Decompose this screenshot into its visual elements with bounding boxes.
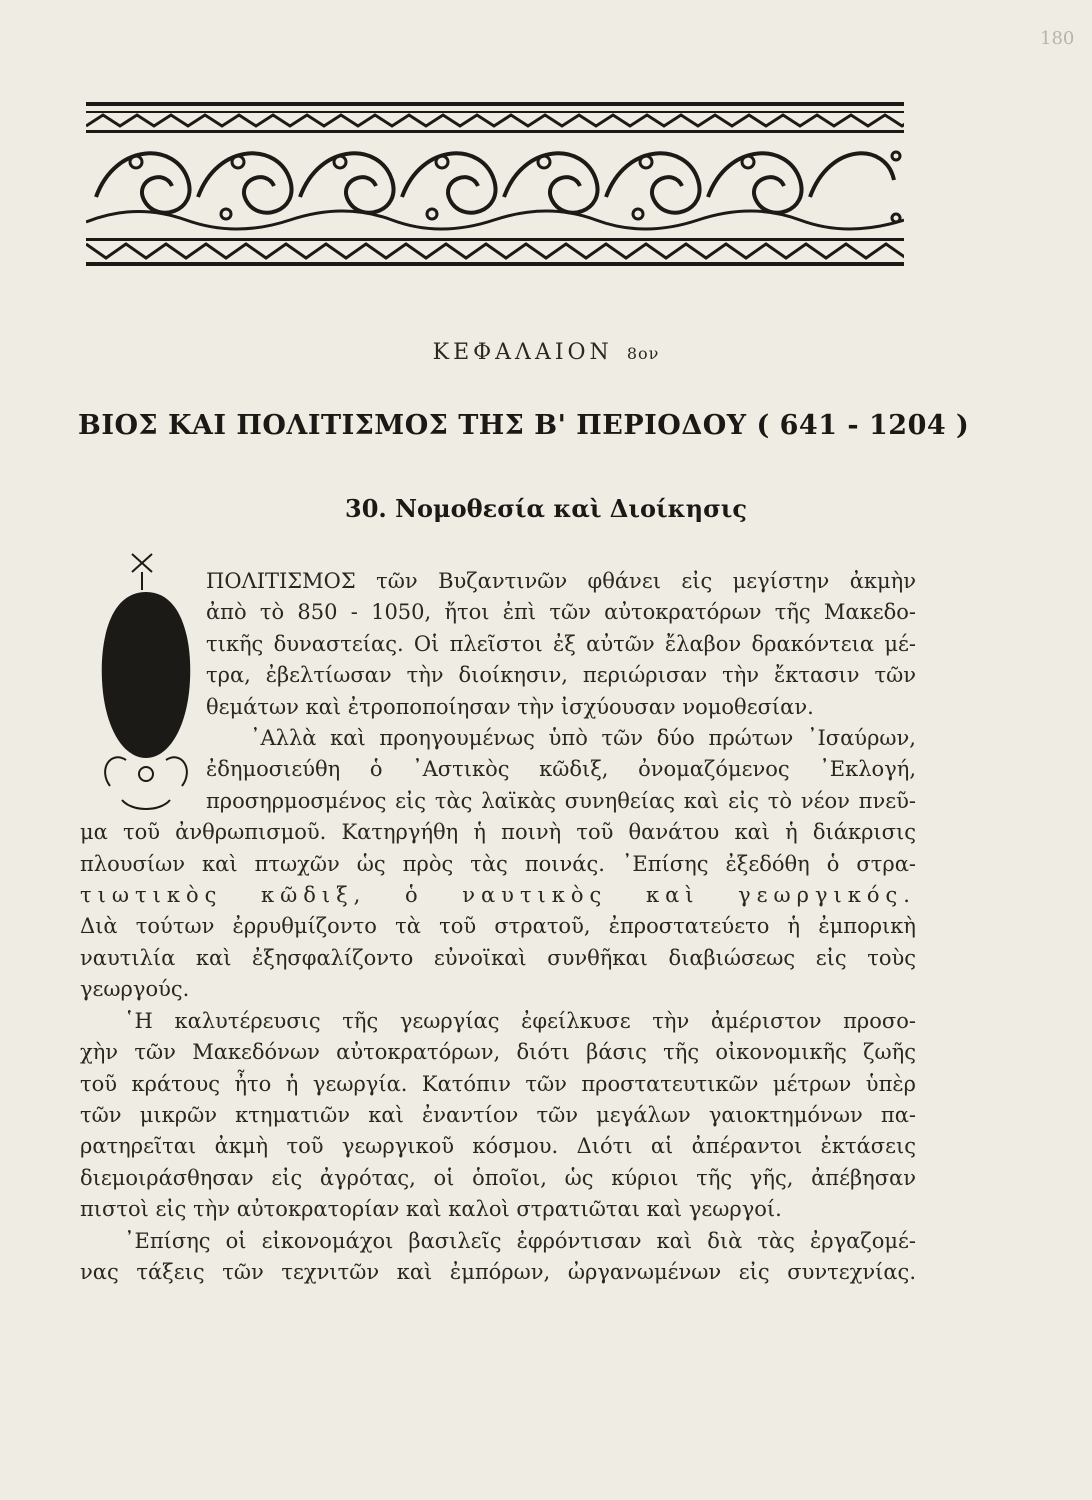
- text-line: τρα, ἐβελτίωσαν τὴν διοίκησιν, περιώρισαν τὴν ἔκτασιν τῶν: [206, 663, 916, 688]
- body-text: [80, 566, 916, 1288]
- text-line: νας τάξεις τῶν τεχνιτῶν καὶ ἐμπόρων, ὠργανωμένων εἰς συντεχνίας.: [80, 1259, 916, 1284]
- text-line: ᾿Επίσης οἱ εἰκονομάχοι βασιλεῖς ἐφρόντισαν καὶ διὰ τὰς ἐργαζομέ-: [124, 1228, 916, 1253]
- text-line: πλουσίων καὶ πτωχῶν ὡς πρὸς τὰς ποινάς. ᾿Επίσης ἐξεδόθη ὁ στρα-: [80, 851, 916, 876]
- text-line: τῶν μικρῶν κτηματιῶν καὶ ἐναντίον τῶν μεγάλων γαιοκτημόνων πα-: [80, 1102, 916, 1127]
- text-line: τιωτικὸς κῶδιξ, ὁ ναυτικὸς καὶ γεωργικός.: [80, 883, 916, 908]
- text-line: πιστοὶ εἰς τὴν αὐτοκρατορίαν καὶ καλοὶ στρατιῶται καὶ γεωργοί.: [80, 1197, 782, 1222]
- paragraph-4: [80, 1226, 916, 1289]
- text-line: ρατηρεῖται ἀκμὴ τοῦ γεωργικοῦ κόσμου. Διότι αἱ ἀπέραντοι ἐκτάσεις: [80, 1134, 916, 1159]
- paragraph-2: [80, 723, 916, 1006]
- text-line: προσηρμοσμένος εἰς τὰς λαϊκὰς συνηθείας καὶ εἰς τὸ νέον πνεῦ-: [206, 788, 916, 813]
- chapter-title: ΒΙΟΣ ΚΑΙ ΠΟΛΙΤΙΣΜΟΣ ΤΗΣ Β' ΠΕΡΙΟΔΟΥ ( 641 - 1204 ): [78, 410, 970, 441]
- paragraph-1: [80, 566, 916, 723]
- text-line: τοῦ κράτους ἦτο ἡ γεωργία. Κατόπιν τῶν προστατευτικῶν μέτρων ὑπὲρ: [80, 1071, 916, 1096]
- text-line: χὴν τῶν Μακεδόνων αὐτοκρατόρων, διότι βάσις τῆς οἰκονομικῆς ζωῆς: [80, 1040, 916, 1065]
- chapter-word: ΚΕΦΑΛΑΙΟΝ: [432, 340, 613, 365]
- text-line: μα τοῦ ἀνθρωπισμοῦ. Κατηργήθη ἡ ποινὴ τοῦ θανάτου καὶ ἡ διάκρισις: [80, 820, 916, 845]
- decorative-header-ornament: [86, 102, 904, 268]
- chapter-label: [0, 340, 1092, 365]
- text-line: ἐδημοσιεύθη ὁ ᾿Αστικὸς κῶδιξ, ὀνομαζόμενος ᾿Εκλογή,: [206, 757, 916, 782]
- text-line: Διὰ τούτων ἐρρυθμίζοντο τὰ τοῦ στρατοῦ, ἐπροστατεύετο ἡ ἐμπορικὴ: [80, 914, 916, 939]
- section-title: 30. Νομοθεσία καὶ Διοίκησις: [345, 494, 747, 523]
- text-line: τικῆς δυναστείας. Οἱ πλεῖστοι ἐξ αὐτῶν ἔλαβον δρακόντεια μέ-: [206, 631, 916, 656]
- dropcap-letter: Ο: [145, 690, 147, 691]
- paragraph-3: [80, 1006, 916, 1226]
- text-line: ΠΟΛΙΤΙΣΜΟΣ τῶν Βυζαντινῶν φθάνει εἰς μεγίστην ἀκμὴν: [206, 569, 916, 593]
- chapter-ordinal: 8ον: [626, 344, 660, 363]
- text-line: θεμάτων καὶ ἐτροποποίησαν τὴν ἰσχύουσαν νομοθεσίαν.: [206, 694, 814, 719]
- text-line: διεμοιράσθησαν εἰς ἀγρότας, οἱ ὁποῖοι, ὡς κύριοι τῆς γῆς, ἀπέβησαν: [80, 1165, 916, 1190]
- text-line: ναυτιλία καὶ ἐξησφαλίζοντο εὐνοϊκαὶ συνθῆκαι διαβιώσεως εἰς τοὺς: [80, 945, 916, 970]
- page-number: 180: [1040, 28, 1075, 49]
- text-line: ῾Η καλυτέρευσις τῆς γεωργίας ἐφείλκυσε τὴν ἀμέριστον προσο-: [124, 1008, 916, 1033]
- text-line: ᾿Αλλὰ καὶ προηγουμένως ὑπὸ τῶν δύο πρώτων ᾿Ισαύρων,: [250, 726, 916, 751]
- text-line: γεωργούς.: [80, 977, 190, 1002]
- text-line: ἀπὸ τὸ 850 - 1050, ἤτοι ἐπὶ τῶν αὐτοκρατόρων τῆς Μακεδο-: [206, 600, 916, 625]
